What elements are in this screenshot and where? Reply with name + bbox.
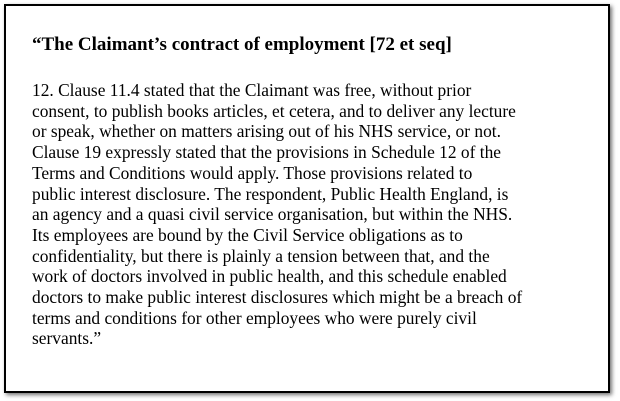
quote-box xyxy=(4,4,610,393)
quote-paragraph xyxy=(32,80,612,349)
paragraph-line: Its employees are bound by the Civil Service obligations as to xyxy=(32,224,463,245)
paragraph-line: 12. Clause 11.4 stated that the Claimant was free, without prior xyxy=(32,80,472,100)
paragraph-line: Clause 19 expressly stated that the provisions in Schedule 12 of the xyxy=(32,142,501,163)
paragraph-line: terms and conditions for other employees who were purely civil xyxy=(32,307,477,328)
quote-heading: “The Claimant’s contract of employment [72 et seq] xyxy=(32,34,452,55)
paragraph-line: public interest disclosure. The respondent, Public Health England, is xyxy=(32,183,509,204)
paragraph-line: servants.” xyxy=(32,328,102,349)
paragraph-line: doctors to make public interest disclosures which might be a breach of xyxy=(32,287,523,308)
paragraph-line: Terms and Conditions would apply. Those provisions related to xyxy=(32,162,473,183)
paragraph-line: an agency and a quasi civil service organisation, but within the NHS. xyxy=(32,204,513,225)
paragraph-line: confidentiality, but there is plainly a tension between that, and the xyxy=(32,245,490,266)
paragraph-line: work of doctors involved in public health, and this schedule enabled xyxy=(32,266,507,287)
paragraph-line: or speak, whether on matters arising out of his NHS service, or not. xyxy=(32,121,501,142)
paragraph-line: consent, to publish books articles, et cetera, and to deliver any lecture xyxy=(32,100,516,121)
